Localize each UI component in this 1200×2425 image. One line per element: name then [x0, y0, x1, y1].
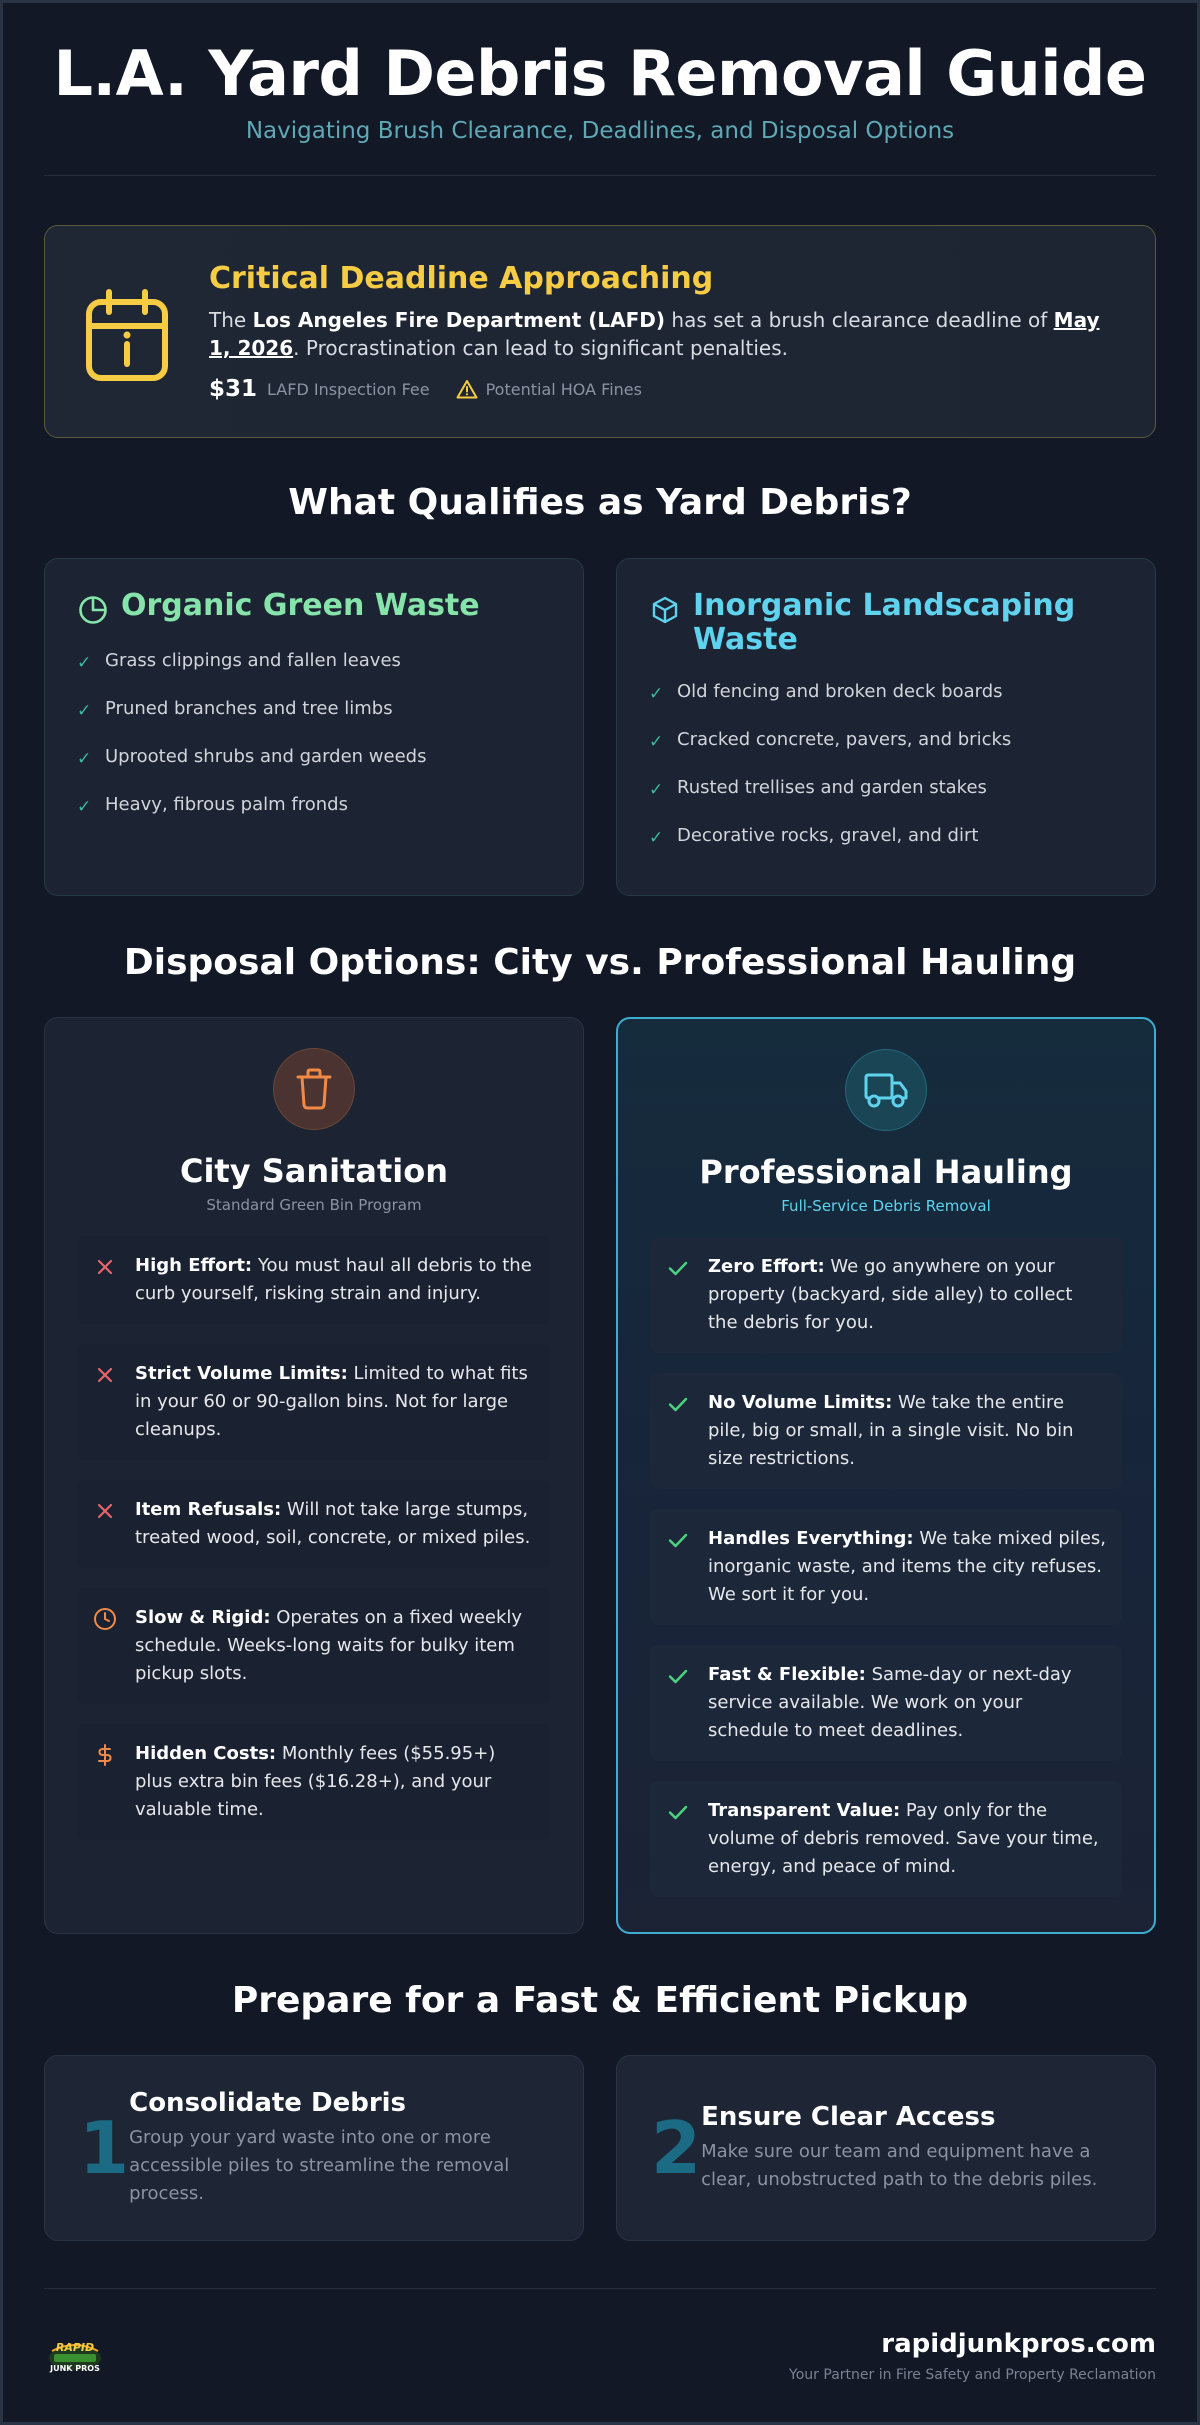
box-icon — [649, 594, 681, 626]
item-label: Handles Everything: — [708, 1528, 914, 1549]
city-item — [77, 1480, 551, 1568]
list-item — [649, 681, 1123, 729]
page-header — [44, 0, 1156, 176]
list-item — [77, 746, 551, 794]
list-item — [649, 777, 1123, 825]
item-desc: Operates on a fixed weekly schedule. Weeks-long waits for bulky item pickup slots. — [135, 1607, 523, 1684]
city-item-text — [135, 1496, 535, 1552]
hoa-label: Potential HOA Fines — [485, 379, 642, 399]
calendar-icon — [85, 288, 169, 382]
city-item — [77, 1344, 551, 1460]
alert-text-prefix: The — [209, 308, 253, 332]
item-desc: You must haul all debris to the curb yourself, risking strain and injury. — [135, 1255, 532, 1304]
inorganic-title: Inorganic Landscaping Waste — [693, 588, 1076, 657]
item-label: High Effort: — [135, 1255, 253, 1276]
item-desc: We go anywhere on your property (backyard, side alley) to collect the debris for you. — [708, 1256, 1073, 1333]
check-icon: ✓ — [649, 684, 664, 704]
clock-icon — [93, 1607, 117, 1631]
x-icon — [93, 1499, 117, 1523]
list-item-text: Rusted trellises and garden stakes — [677, 777, 987, 798]
list-item-text: Decorative rocks, gravel, and dirt — [677, 825, 979, 846]
city-title: City Sanitation — [179, 1152, 449, 1190]
list-item — [77, 698, 551, 746]
rapid-junk-pros-logo[interactable] — [44, 2331, 106, 2377]
check-icon: ✓ — [649, 780, 664, 800]
check-icon: ✓ — [77, 653, 92, 673]
x-icon — [93, 1255, 117, 1279]
list-item — [77, 794, 551, 842]
organic-list — [77, 650, 551, 842]
list-item-text: Old fencing and broken deck boards — [677, 681, 1003, 702]
fee-label: LAFD Inspection Fee — [267, 379, 430, 399]
pro-item — [650, 1645, 1122, 1761]
pro-item — [650, 1237, 1122, 1353]
list-item-text: Cracked concrete, pavers, and bricks — [677, 729, 1012, 750]
step-number: 1 — [79, 2106, 130, 2190]
page-subtitle: Navigating Brush Clearance, Deadlines, and Disposal Options — [245, 118, 955, 144]
step-description: Make sure our team and equipment have a clear, unobstructed path to the debris piles. — [701, 2141, 1098, 2190]
disposal-heading: Disposal Options: City vs. Professional Hauling — [123, 942, 1077, 983]
truck-icon — [863, 1070, 909, 1110]
alert-meta — [209, 376, 1115, 402]
check-icon — [666, 1800, 690, 1824]
inorganic-list — [649, 681, 1123, 873]
item-desc: Same-day or next-day service available. We work on your schedule to meet deadlines. — [708, 1664, 1072, 1741]
alert-text — [209, 306, 1115, 362]
alert-text-middle: has set a brush clearance deadline of — [665, 308, 1054, 332]
svg-text:RAPID: RAPID — [55, 2341, 95, 2354]
city-subtitle: Standard Green Bin Program — [206, 1196, 422, 1214]
item-desc: Limited to what fits in your 60 or 90-gallon bins. Not for large cleanups. — [135, 1363, 528, 1440]
city-item — [77, 1236, 551, 1324]
pro-item-text — [708, 1253, 1106, 1337]
pro-item-text — [708, 1797, 1106, 1881]
warning-icon — [456, 379, 478, 399]
list-item — [649, 729, 1123, 777]
pro-title: Professional Hauling — [699, 1153, 1073, 1191]
item-label: Hidden Costs: — [135, 1743, 277, 1764]
list-item — [649, 825, 1123, 873]
x-icon — [93, 1363, 117, 1387]
step-card-2 — [616, 2055, 1156, 2241]
website-link[interactable]: rapidjunkpros.com — [881, 2329, 1156, 2359]
svg-text:JUNK PROS: JUNK PROS — [50, 2364, 100, 2373]
city-item-text — [135, 1360, 535, 1444]
pro-item-text — [708, 1525, 1106, 1609]
pro-subtitle: Full-Service Debris Removal — [781, 1197, 991, 1215]
list-item-text: Grass clippings and fallen leaves — [105, 650, 401, 671]
city-item-text — [135, 1604, 535, 1688]
list-item-text: Heavy, fibrous palm fronds — [105, 794, 348, 815]
city-item-text — [135, 1740, 535, 1824]
item-desc: Pay only for the volume of debris removed. Save your time, energy, and peace of mind. — [708, 1800, 1099, 1877]
item-label: No Volume Limits: — [708, 1392, 893, 1413]
item-desc: Will not take large stumps, treated wood, soil, concrete, or mixed piles. — [135, 1499, 531, 1548]
trash-icon — [294, 1067, 334, 1111]
truck-icon-badge — [845, 1049, 927, 1131]
fee-amount: $31 — [209, 376, 258, 402]
check-icon: ✓ — [77, 749, 92, 769]
footer-brand — [789, 2329, 1156, 2383]
check-icon: ✓ — [649, 828, 664, 848]
list-item-text: Uprooted shrubs and garden weeds — [105, 746, 427, 767]
item-label: Item Refusals: — [135, 1499, 282, 1520]
check-icon — [666, 1528, 690, 1552]
pro-item — [650, 1509, 1122, 1625]
item-label: Slow & Rigid: — [135, 1607, 271, 1628]
pie-chart-icon — [77, 594, 109, 626]
list-item — [77, 650, 551, 698]
item-label: Strict Volume Limits: — [135, 1363, 348, 1384]
step-number: 2 — [651, 2106, 702, 2190]
deadline-alert — [44, 225, 1156, 438]
step-title: Ensure Clear Access — [701, 2102, 996, 2132]
page — [44, 0, 1156, 2383]
prepare-heading: Prepare for a Fast & Efficient Pickup — [231, 1980, 969, 2021]
page-title: L.A. Yard Debris Removal Guide — [53, 37, 1147, 110]
qualifies-heading: What Qualifies as Yard Debris? — [288, 482, 912, 523]
list-item-text: Pruned branches and tree limbs — [105, 698, 393, 719]
city-sanitation-card — [44, 1017, 584, 1934]
check-icon — [666, 1392, 690, 1416]
city-item — [77, 1588, 551, 1704]
deadline-date: May 1, 2026 — [209, 308, 1100, 360]
check-icon — [666, 1256, 690, 1280]
footer-tagline: Your Partner in Fire Safety and Property Reclamation — [789, 2367, 1156, 2383]
pro-item-text — [708, 1661, 1106, 1745]
alert-text-org: Los Angeles Fire Department (LAFD) — [252, 308, 666, 332]
item-label: Zero Effort: — [708, 1256, 825, 1277]
city-item — [77, 1724, 551, 1840]
organic-title: Organic Green Waste — [121, 588, 480, 623]
trash-icon-badge — [273, 1048, 355, 1130]
alert-title: Critical Deadline Approaching — [209, 261, 714, 296]
step-description: Group your yard waste into one or more accessible piles to streamline the removal process. — [129, 2127, 510, 2204]
item-desc: We take the entire pile, big or small, in a single visit. No bin size restrictions. — [708, 1392, 1074, 1469]
inorganic-waste-card — [616, 558, 1156, 896]
check-icon: ✓ — [77, 797, 92, 817]
pro-item — [650, 1373, 1122, 1489]
check-icon: ✓ — [649, 732, 664, 752]
footer — [44, 2288, 1156, 2408]
pro-item-text — [708, 1389, 1106, 1473]
organic-waste-card — [44, 558, 584, 896]
check-icon: ✓ — [77, 701, 92, 721]
professional-hauling-card — [616, 1017, 1156, 1934]
item-desc: Monthly fees ($55.95+) plus extra bin fees ($16.28+), and your valuable time. — [135, 1743, 496, 1820]
step-card-1 — [44, 2055, 584, 2241]
dollar-icon — [93, 1743, 117, 1767]
item-desc: We take mixed piles, inorganic waste, and items the city refuses. We sort it for you. — [708, 1528, 1106, 1605]
step-title: Consolidate Debris — [129, 2088, 407, 2118]
item-label: Fast & Flexible: — [708, 1664, 866, 1685]
alert-text-suffix: . Procrastination can lead to significant penalties. — [293, 336, 788, 360]
city-item-text — [135, 1252, 535, 1308]
check-icon — [666, 1664, 690, 1688]
item-label: Transparent Value: — [708, 1800, 901, 1821]
pro-item — [650, 1781, 1122, 1897]
